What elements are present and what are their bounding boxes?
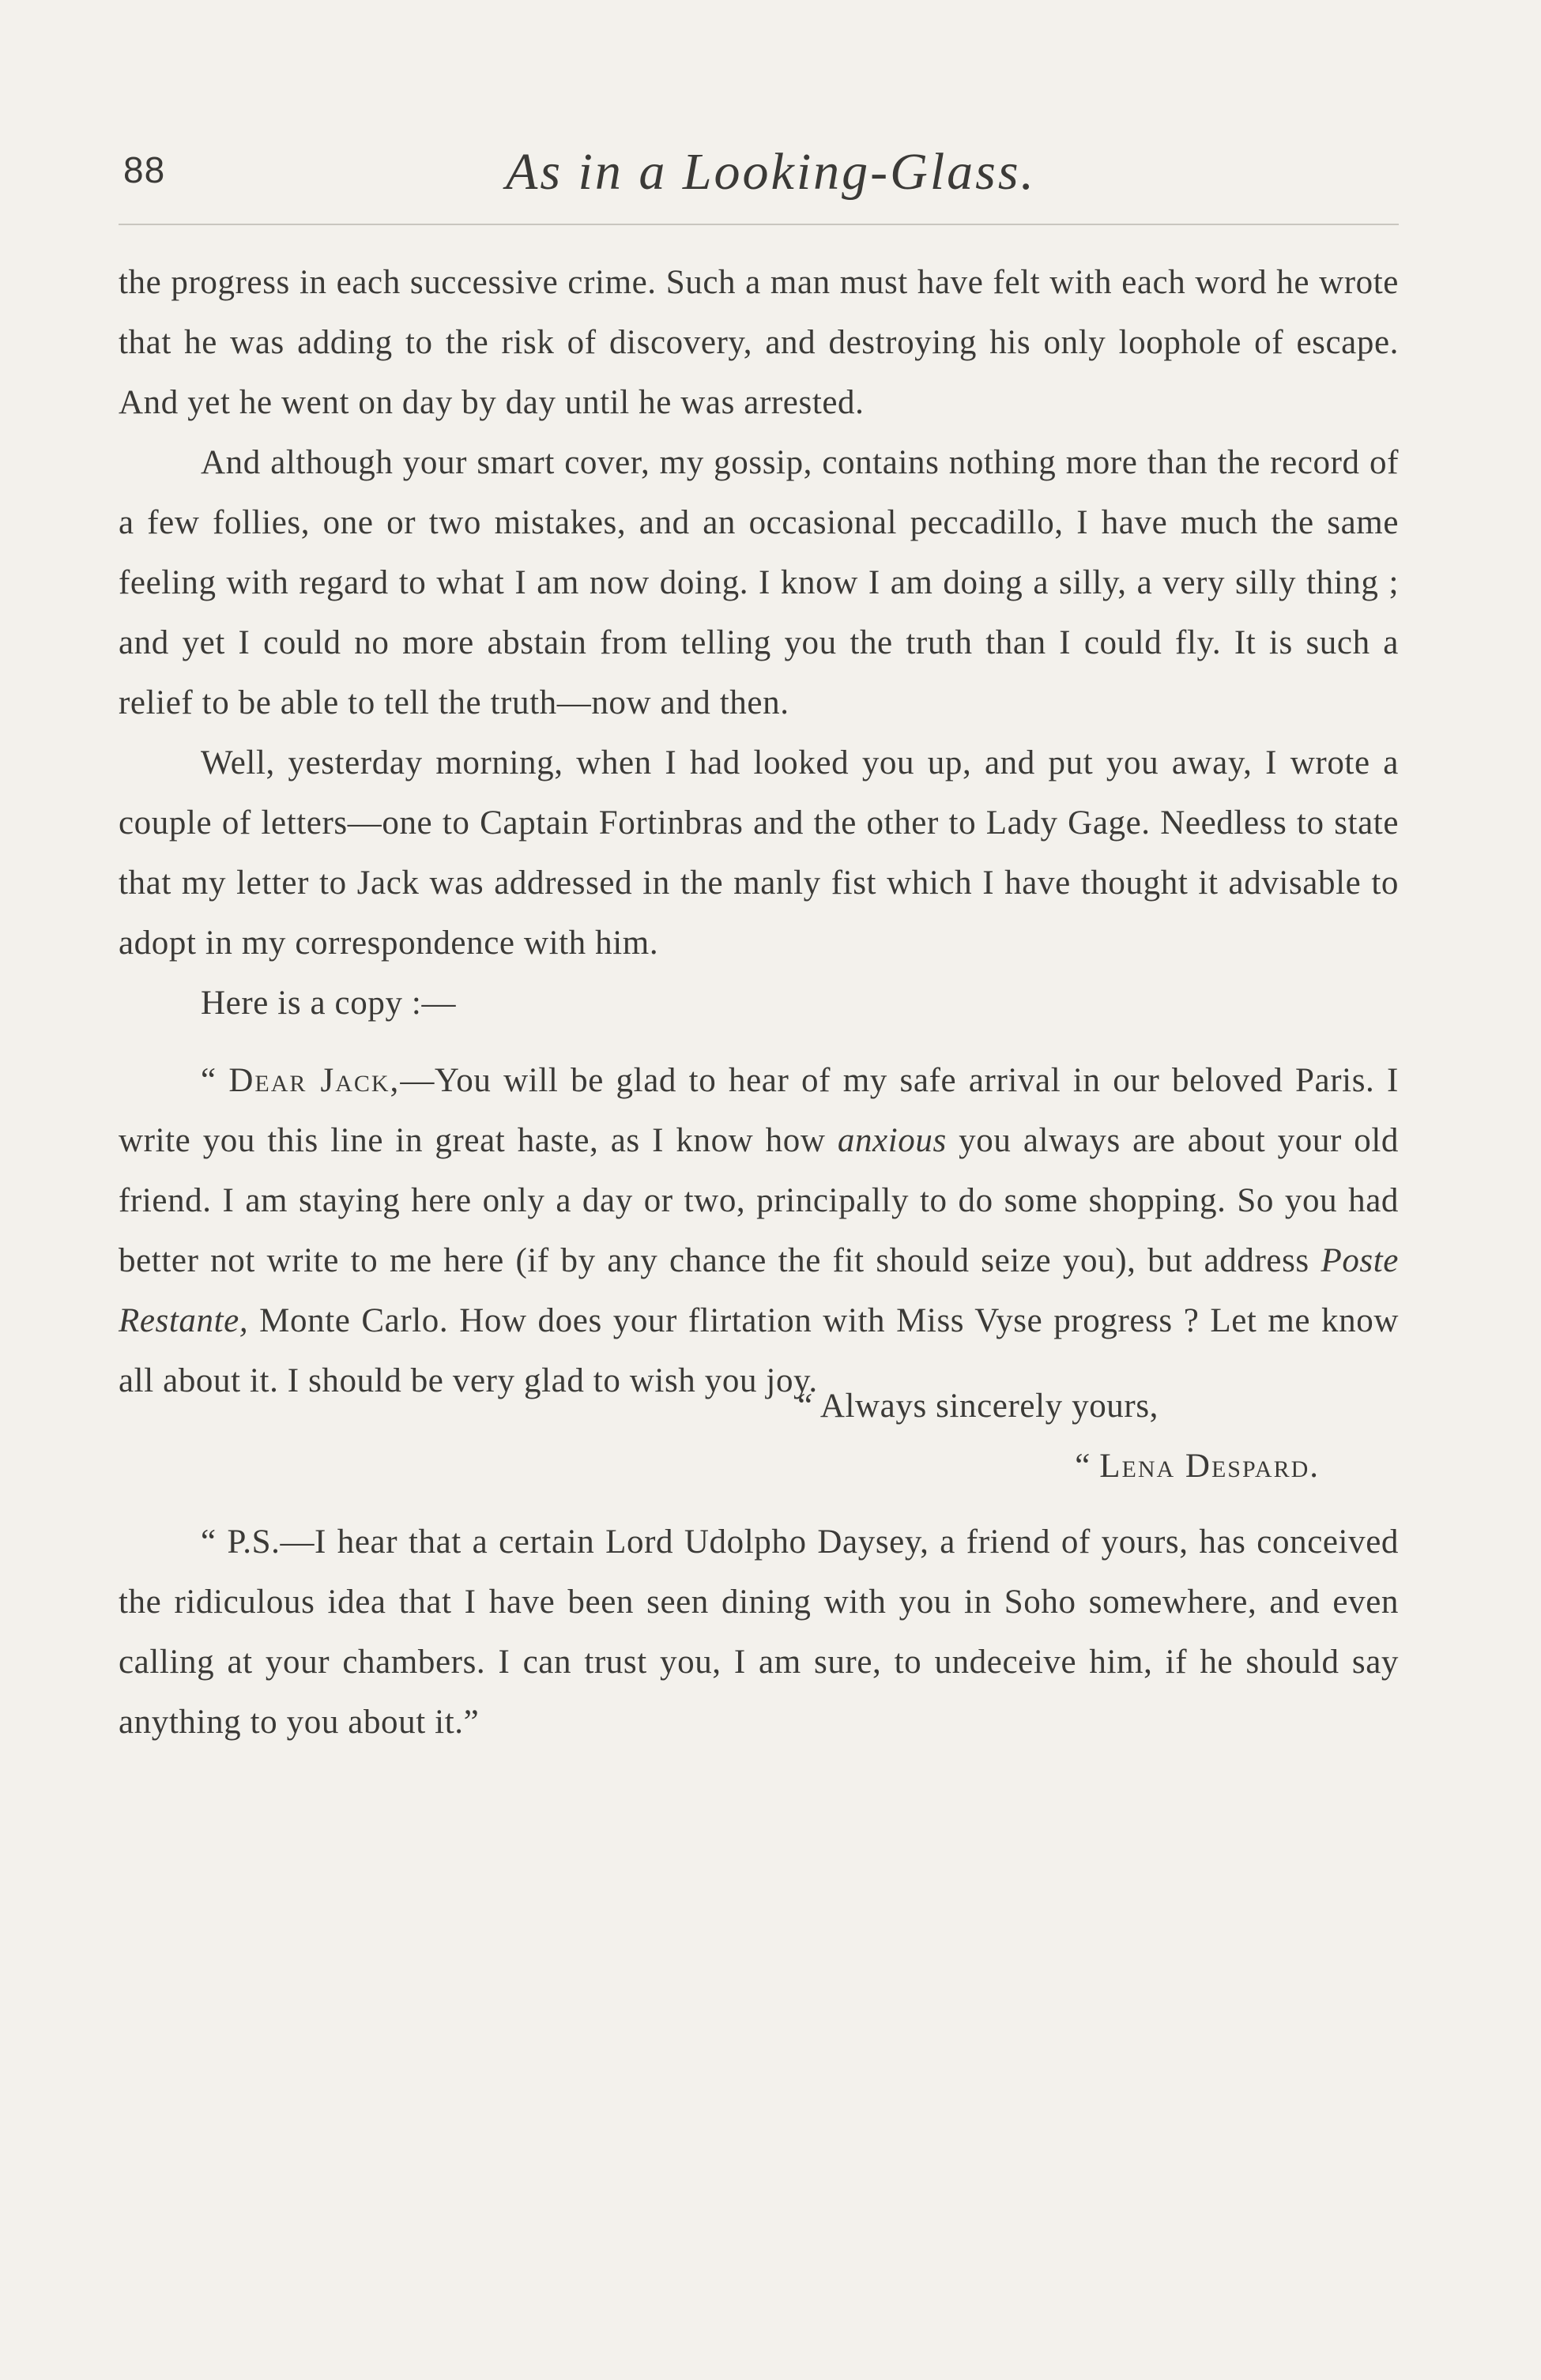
open-quote: “ bbox=[201, 1062, 229, 1099]
body-text bbox=[119, 253, 1399, 1753]
letter-text-1: —You will be glad to hear of my safe arrival in our beloved Paris. I write you this line in great haste, as I know how bbox=[119, 1062, 1399, 1159]
header-rule bbox=[119, 224, 1399, 225]
letter-salutation: Dear Jack, bbox=[228, 1062, 401, 1099]
page-number: 88 bbox=[123, 149, 166, 190]
letter-emphasis-poste-restante: Poste Restante, bbox=[119, 1242, 1399, 1339]
letter-emphasis-anxious: anxious bbox=[837, 1122, 947, 1159]
letter-paragraph bbox=[119, 1051, 1399, 1411]
letter-signature: Lena Despard. bbox=[1099, 1448, 1320, 1485]
paragraph-4: Here is a copy :— bbox=[201, 985, 457, 1022]
letter-text-2: you always are about your old friend. I am staying here only a day or two, principally to do some shopping. So you had better not write to me here (if by any chance the fit should seize you), but address bbox=[119, 1122, 1399, 1279]
postscript: “ P.S.—I hear that a certain Lord Udolpho Daysey, a friend of yours, has conceived the ridiculous idea that I have been seen dining with you in Soho somewhere, and even calling at your chambers. I can trust you, I am sure, to undeceive him, if he should say anything to you about it.” bbox=[119, 1523, 1399, 1741]
letter-signature-line bbox=[119, 1437, 1399, 1497]
page-header bbox=[119, 142, 1399, 213]
signature-quote: “ bbox=[1075, 1448, 1100, 1485]
letter-text-3: Monte Carlo. How does your flirtation with Miss Vyse progress ? Let me know all about it. I should be very glad to wish you joy. bbox=[119, 1302, 1399, 1399]
paragraph-1: the progress in each successive crime. Such a man must have felt with each word he wrote that he was adding to the risk of discovery, and destroying his only loophole of escape. And yet he went on day by day until he was arrested. bbox=[119, 264, 1399, 421]
paragraph-3: Well, yesterday morning, when I had looked you up, and put you away, I wrote a couple of letters—one to Captain Fortinbras and the other to Lady Gage. Needless to state that my letter to Jack was addressed in the manly fist which I have thought it advisable to adopt in my correspondence with him. bbox=[119, 744, 1399, 962]
running-title: As in a Looking-Glass. bbox=[506, 143, 1037, 201]
letter-closing: “ Always sincerely yours, bbox=[797, 1388, 1159, 1425]
paragraph-2: And although your smart cover, my gossip, contains nothing more than the record of a few follies, one or two mistakes, and an occasional peccadillo, I have much the same feeling with regard to what I am now doing. I know I am doing a silly, a very silly thing ; and yet I could no more abstain from telling you the truth than I could fly. It is such a relief to be able to tell the truth—now and then. bbox=[119, 444, 1399, 721]
